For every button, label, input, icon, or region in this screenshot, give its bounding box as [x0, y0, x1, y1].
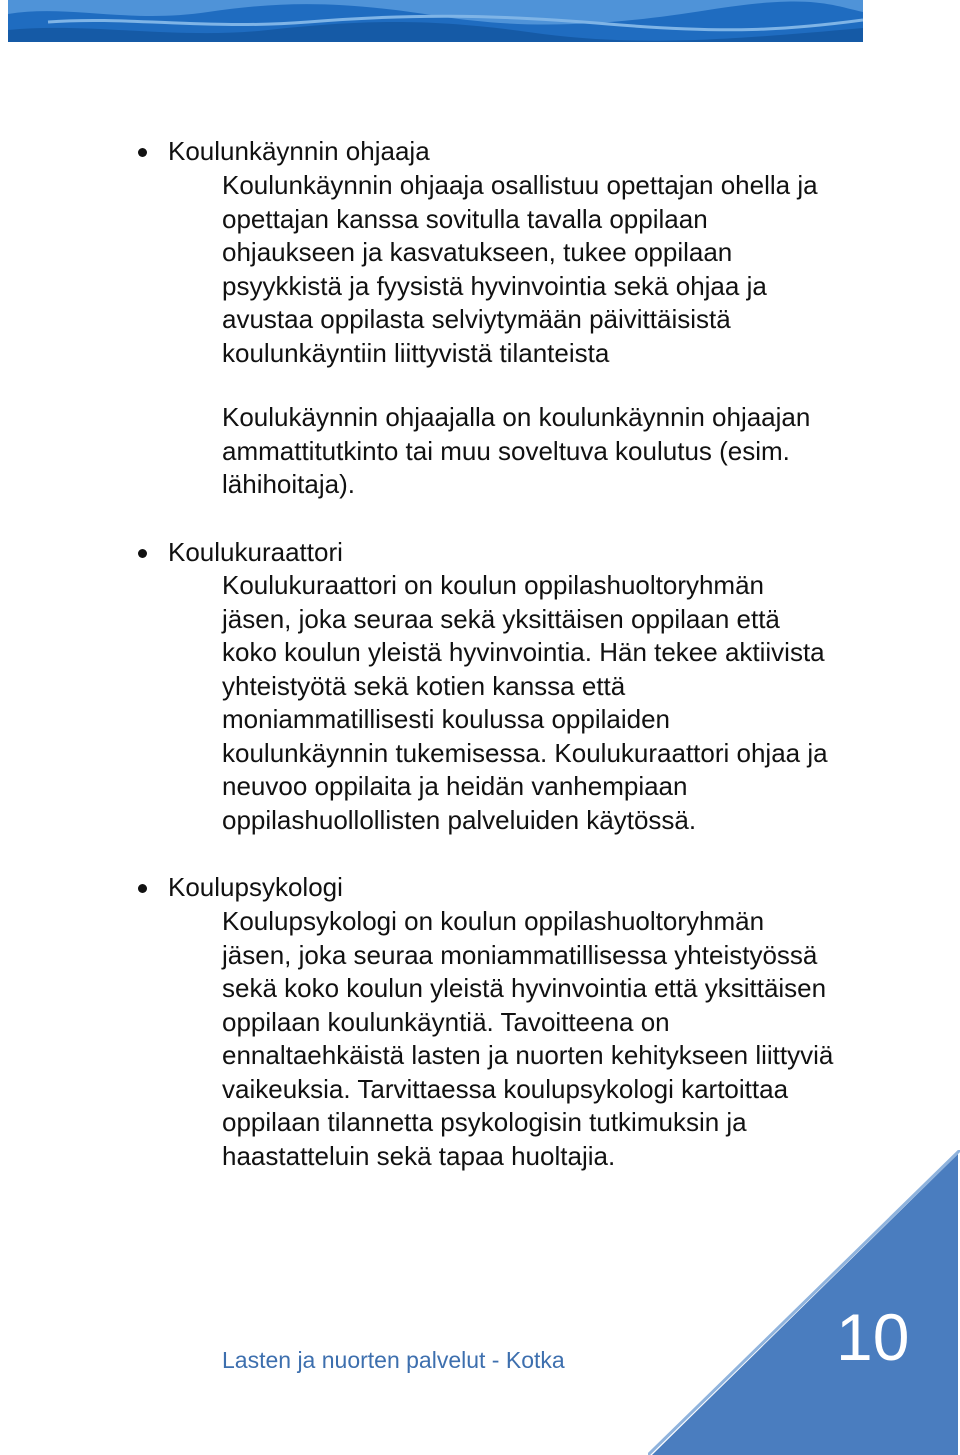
bullet-icon [138, 884, 147, 893]
page-number: 10 [836, 1300, 910, 1374]
section-paragraph: Koulukäynnin ohjaajalla on koulunkäynnin ohjaajan ammattitutkinto tai muu soveltuva koulutus (esim. lähihoitaja). [222, 402, 811, 499]
section-title: Koulunkäynnin ohjaaja [168, 136, 430, 166]
section-title: Koulukuraattori [168, 537, 343, 567]
wave-banner-graphic [8, 0, 863, 42]
footer-title: Lasten ja nuorten palvelut - Kotka [222, 1347, 565, 1373]
section-paragraph: Koulukuraattori on koulun oppilashuoltoryhmän jäsen, joka seuraa sekä yksittäisen oppilaan että koko koulun yleistä hyvinvointia. Hän tekee aktiivista yhteistyötä sekä kotien kanssa että moniammatillisesti koulussa oppilaiden koulunkäynnin tukemisessa. Koulukuraattori ohjaa ja neuvoo oppilaita ja heidän vanhempiaan oppilashuollollisten palveluiden käytössä. [222, 570, 828, 835]
section-paragraph: Koulunkäynnin ohjaaja osallistuu opettajan ohella ja opettajan kanssa sovitulla tavalla oppilaan ohjaukseen ja kasvatukseen, tukee oppilaan psyykkistä ja fyysistä hyvinvointia sekä ohjaa ja avustaa oppilasta selviytymään päivittäisistä koulunkäyntiin liittyvistä tilanteista [222, 170, 818, 368]
bullet-icon [138, 148, 147, 157]
top-banner [8, 0, 863, 42]
bullet-icon [138, 549, 147, 558]
section-title: Koulupsykologi [168, 872, 343, 902]
page-corner-graphic [648, 1150, 960, 1455]
section-paragraph: Koulupsykologi on koulun oppilashuoltoryhmän jäsen, joka seuraa moniammatillisessa yhteistyössä sekä koko koulun yleistä hyvinvointia että yksittäisen oppilaan koulunkäyntiä. Tavoitteena on ennaltaehkäistä lasten ja nuorten kehitykseen liittyviä vaikeuksia. Tarvittaessa koulupsykologi kartoittaa oppilaan tilannetta psykologisin tutkimuksin ja haastatteluin sekä tapaa huoltajia. [222, 906, 834, 1171]
